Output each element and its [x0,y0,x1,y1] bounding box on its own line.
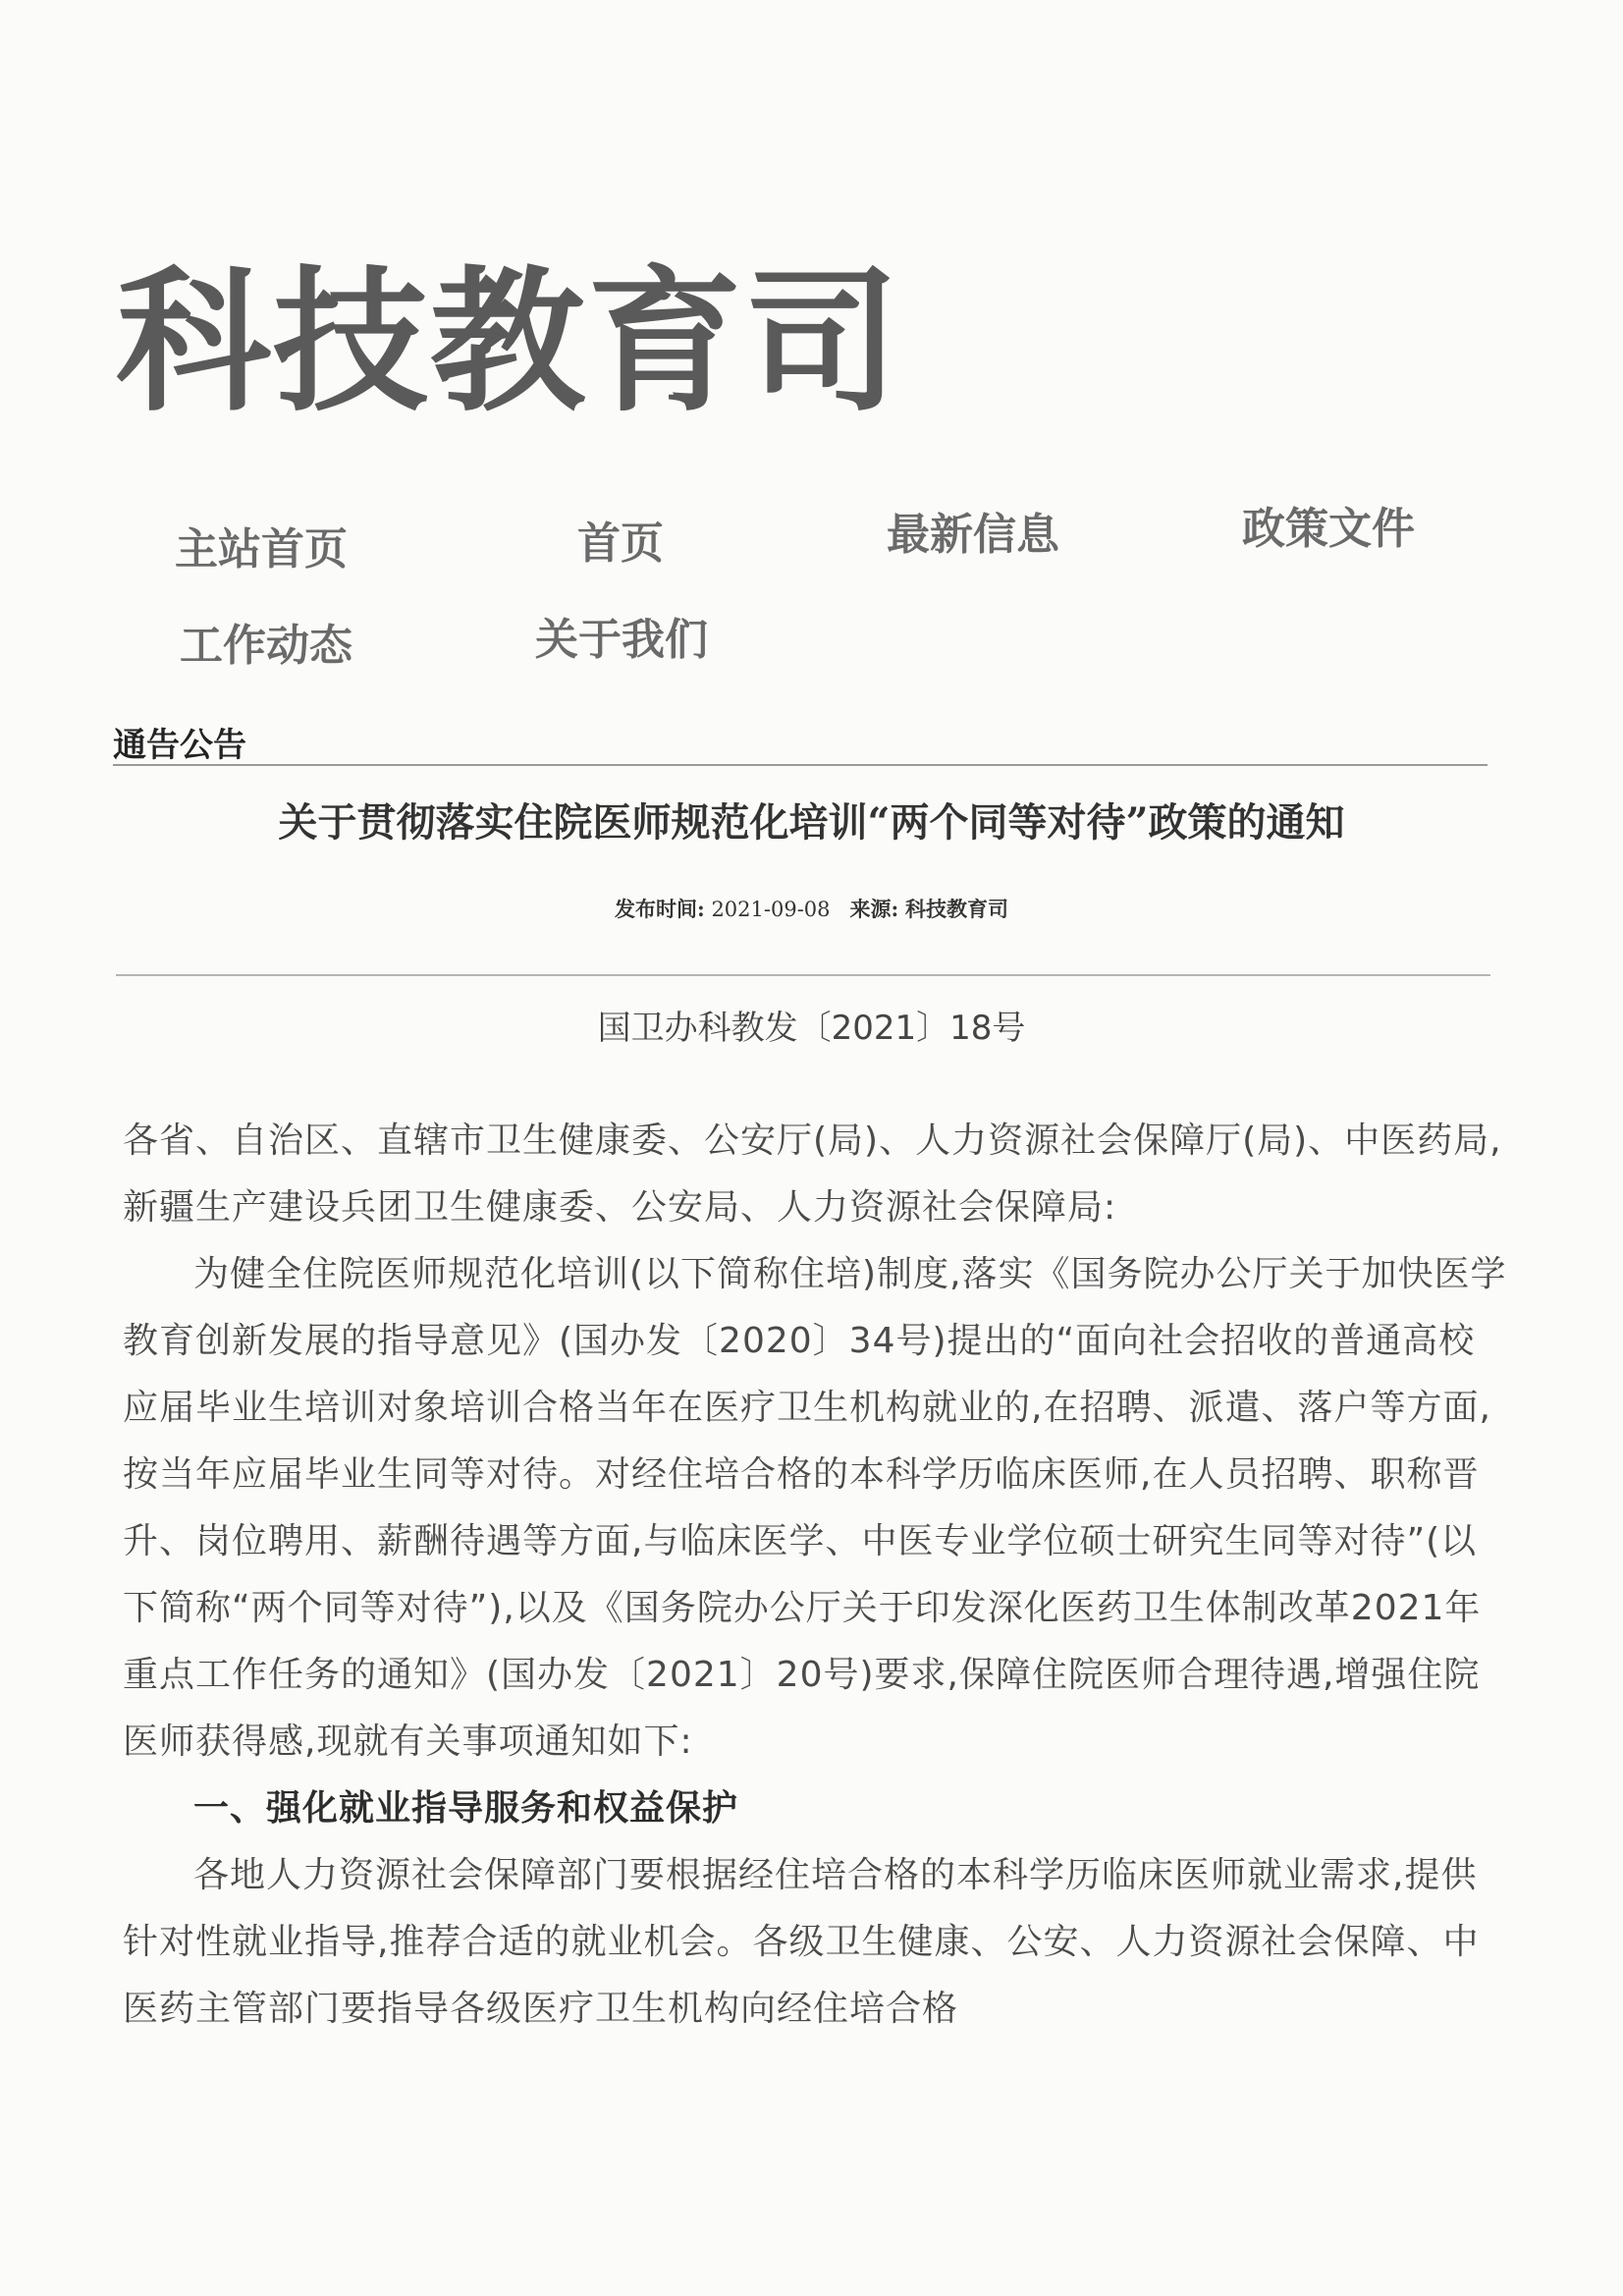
nav-item-work-news[interactable]: 工作动态 [180,621,352,671]
nav-item-main-site-home[interactable]: 主站首页 [175,524,348,574]
section-label: 通告公告 [113,726,246,765]
document-number: 国卫办科教发〔2021〕18号 [597,1009,1026,1048]
publish-time-label: 发布时间: [614,897,705,921]
nav-item-latest-info[interactable]: 最新信息 [887,510,1059,560]
article-meta [0,899,1623,920]
section-divider [113,764,1488,766]
addressee: 各省、自治区、直辖市卫生健康委、公安厅(局)、人力资源社会保障厅(局)、中医药局,新疆生产建设兵团卫生健康委、公安局、人力资源社会保障局: [123,1121,1502,1228]
article-title: 关于贯彻落实住院医师规范化培训“两个同等对待”政策的通知 [278,799,1345,846]
source-label: 来源: [849,897,899,921]
section-heading-1: 一、强化就业指导服务和权益保护 [193,1788,739,1829]
site-title: 科技教育司 [116,252,901,433]
nav-item-home[interactable]: 首页 [577,519,664,569]
paragraph-1: 为健全住院医师规范化培训(以下简称住培)制度,落实《国务院办公厅关于加快医学教育创新发展的指导意见》(国办发〔2020〕34号)提出的“面向社会招收的普通高校应届毕业生培训对象培训合格当年在医疗卫生机构就业的,在招聘、派遣、落户等方面,按当年应届毕业生同等对待。对经住培合格的本科学历临床医师,在人员招聘、职称晋升、岗位聘用、薪酬待遇等方面,与临床医学、中医专业学位硕士研究生同等对待”(以下简称“两个同等对待”),以及《国务院办公厅关于印发深化医药卫生体制改革2021年重点工作任务的通知》(国办发〔2021〕20号)要求,保障住院医师合理待遇,增强住院医师获得感,现就有关事项通知如下: [123,1254,1507,1762]
meta-divider [116,974,1490,976]
article-body [123,1108,1507,2043]
nav-item-policy-documents[interactable]: 政策文件 [1242,504,1415,554]
source-value: 科技教育司 [905,897,1008,921]
publish-date: 2021-09-08 [711,898,831,921]
paragraph-2: 各地人力资源社会保障部门要根据经住培合格的本科学历临床医师就业需求,提供针对性就业指导,推荐合适的就业机会。各级卫生健康、公安、人力资源社会保障、中医药主管部门要指导各级医疗卫生机构向经住培合格 [123,1855,1480,2029]
nav-item-about-us[interactable]: 关于我们 [535,615,708,665]
